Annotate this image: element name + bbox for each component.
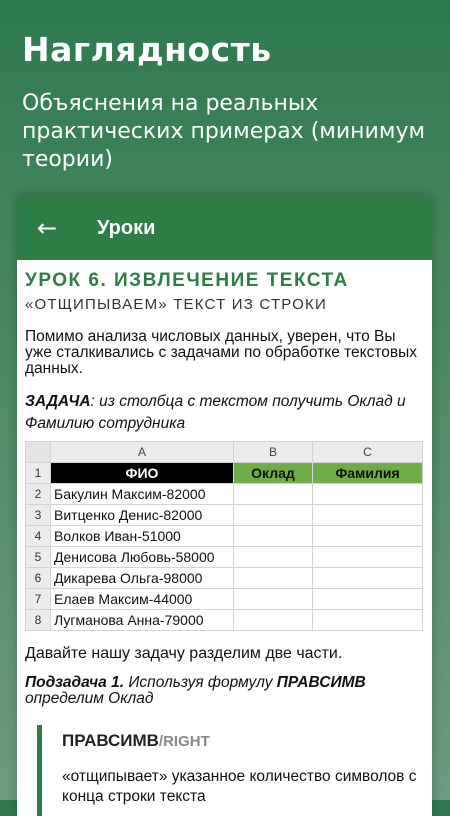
cell-salary	[234, 505, 313, 526]
header-surname: Фамилия	[313, 463, 423, 484]
function-name	[62, 725, 424, 751]
cell-surname	[313, 589, 423, 610]
cell-salary	[234, 610, 313, 631]
cell-surname	[313, 568, 423, 589]
cell-surname	[313, 547, 423, 568]
back-arrow-icon[interactable]: ←	[36, 214, 58, 242]
task-label: ЗАДАЧА	[25, 393, 91, 410]
spreadsheet-image	[25, 441, 423, 631]
cell-salary	[234, 568, 313, 589]
task-text	[25, 391, 424, 435]
table-row	[26, 610, 423, 631]
subtask-description-end: определим Оклад	[25, 690, 154, 707]
subtask-text	[25, 675, 424, 707]
cell-surname	[313, 610, 423, 631]
table-row	[26, 589, 423, 610]
subtask-description: Используя формулу	[124, 674, 277, 691]
cell-fio: Дикарева Ольга-98000	[51, 568, 234, 589]
appbar-title: Уроки	[97, 216, 156, 239]
cell-surname	[313, 505, 423, 526]
table-row	[26, 505, 423, 526]
task-description: : из столбца с текстом получить Оклад и Фамилию сотрудника	[25, 393, 406, 432]
row-number: 2	[26, 484, 51, 505]
sheet-corner	[26, 442, 51, 463]
cell-surname	[313, 484, 423, 505]
promo-title: Наглядность	[22, 30, 272, 69]
cell-fio: Витценко Денис-82000	[51, 505, 234, 526]
subtask-function: ПРАВСИМВ	[276, 674, 366, 691]
lesson-intro: Помимо анализа числовых данных, уверен, что Вы уже сталкивались с задачами по обработке текстовых данных.	[25, 328, 418, 377]
lesson-subtitle: «ОТЩИПЫВАЕМ» ТЕКСТ ИЗ СТРОКИ	[25, 296, 327, 313]
split-text: Давайте нашу задачу разделим две части.	[25, 645, 343, 662]
cell-fio: Елаев Максим-44000	[51, 589, 234, 610]
row-number: 7	[26, 589, 51, 610]
header-fio: ФИО	[51, 463, 234, 484]
function-name-ru: ПРАВСИМВ	[62, 731, 159, 750]
subtask-label: Подзадача 1.	[25, 674, 125, 691]
table-row	[26, 568, 423, 589]
cell-salary	[234, 526, 313, 547]
cell-fio: Денисова Любовь-58000	[51, 547, 234, 568]
lesson-title: УРОК 6. ИЗВЛЕЧЕНИЕ ТЕКСТА	[25, 270, 349, 291]
lesson-content	[17, 260, 432, 816]
column-header-b: B	[234, 442, 313, 463]
row-number: 1	[26, 463, 51, 484]
cell-fio: Лугманова Анна-79000	[51, 610, 234, 631]
table-row	[26, 484, 423, 505]
cell-fio: Волков Иван-51000	[51, 526, 234, 547]
app-screen	[17, 196, 432, 816]
cell-surname	[313, 526, 423, 547]
header-salary: Оклад	[234, 463, 313, 484]
app-bar	[17, 196, 432, 260]
row-number: 8	[26, 610, 51, 631]
column-header-a: A	[51, 442, 234, 463]
cell-salary	[234, 547, 313, 568]
function-description: «отщипывает» указанное количество символов с конца строки текста	[62, 768, 417, 805]
table-row	[26, 547, 423, 568]
column-header-c: C	[313, 442, 423, 463]
cell-fio: Бакулин Максим-82000	[51, 484, 234, 505]
promo-subtitle: Объяснения на реальных практических примерах (минимум теории)	[22, 91, 426, 172]
row-number: 5	[26, 547, 51, 568]
row-number: 6	[26, 568, 51, 589]
table-row	[26, 526, 423, 547]
row-number: 3	[26, 505, 51, 526]
cell-salary	[234, 484, 313, 505]
function-card	[37, 725, 424, 816]
cell-salary	[234, 589, 313, 610]
function-name-en: /RIGHT	[158, 733, 210, 750]
row-number: 4	[26, 526, 51, 547]
